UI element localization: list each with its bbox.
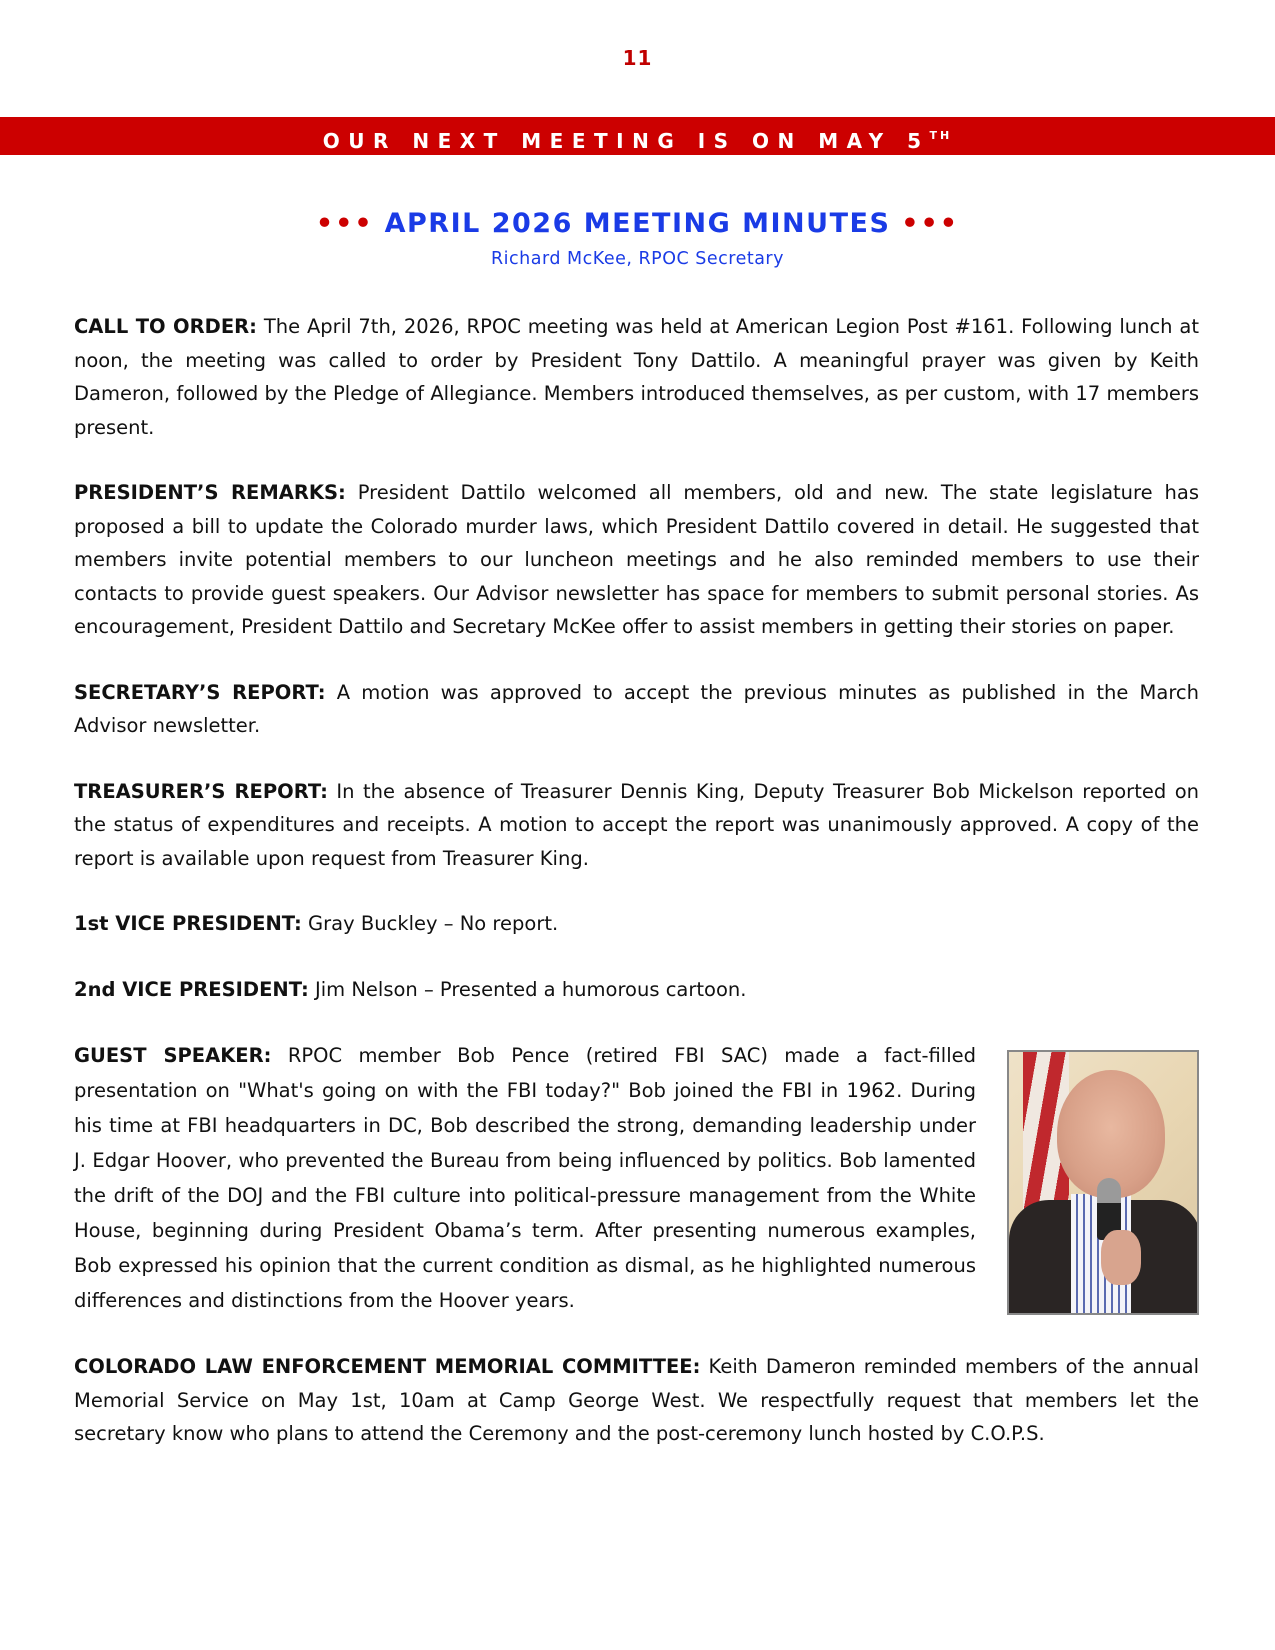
section-heading: GUEST SPEAKER: (74, 1044, 272, 1067)
section-body: Gray Buckley – No report. (308, 912, 559, 935)
section-2nd-vice-president (74, 973, 1199, 1007)
section-memorial-committee (74, 1350, 1199, 1451)
section-presidents-remarks (74, 476, 1199, 644)
section-body: RPOC member Bob Pence (retired FBI SAC) made a fact-filled presentation on "What's going on with the FBI today?" Bob joined the FBI in 1962. During his time at FBI headquarters in DC, Bob described the strong, demanding leadership under J. Edgar Hoover, who prevented the Bureau from being influenced by politics. Bob lamented the drift of the DOJ and the FBI culture into political-pressure management from the White House, beginning during President Obama’s term. After presenting numerous examples, Bob expressed his opinion that the current condition as dismal, as he highlighted numerous differences and distinctions from the Hoover years. (74, 1044, 976, 1312)
section-body: President Dattilo welcomed all members, old and new. The state legislature has proposed a bill to update the Colorado murder laws, which President Dattilo covered in detail. He suggested that members invite potential members to our luncheon meetings and he also reminded members to use their contacts to provide guest speakers. Our Advisor newsletter has space for members to submit personal stories. As encouragement, President Dattilo and Secretary McKee offer to assist members in getting their stories on paper. (74, 481, 1199, 638)
section-secretarys-report (74, 676, 1199, 743)
section-guest-speaker (74, 1038, 1199, 1318)
next-meeting-banner (0, 117, 1275, 155)
article-title (0, 208, 1275, 239)
minutes-body (74, 310, 1199, 1483)
section-treasurers-report (74, 775, 1199, 876)
banner-text: OUR NEXT MEETING IS ON MAY 5 (322, 129, 930, 153)
section-body: The April 7th, 2026, RPOC meeting was held at American Legion Post #161. Following lunch at noon, the meeting was called to order by President Tony Dattilo. A meaningful prayer was given by Keith Dameron, followed by the Pledge of Allegiance. Members introduced themselves, as per custom, with 17 members present. (74, 315, 1200, 439)
section-1st-vice-president (74, 907, 1199, 941)
section-heading: TREASURER’S REPORT: (74, 779, 328, 803)
article-byline: Richard McKee, RPOC Secretary (491, 249, 784, 269)
section-heading: 2nd VICE PRESIDENT: (74, 977, 309, 1001)
decorative-dots-left: ••• (315, 208, 374, 239)
article-title-text: APRIL 2026 MEETING MINUTES (384, 208, 891, 239)
section-call-to-order (74, 310, 1199, 444)
hand (1101, 1230, 1141, 1285)
guest-speaker-text (74, 1038, 976, 1318)
banner-suffix: TH (929, 129, 953, 142)
decorative-dots-right: ••• (901, 208, 960, 239)
section-body: A motion was approved to accept the previous minutes as published in the March Advisor newsletter. (74, 680, 1199, 737)
section-heading: CALL TO ORDER: (74, 315, 257, 338)
section-heading: 1st VICE PRESIDENT: (74, 912, 302, 935)
guest-speaker-photo (1007, 1050, 1199, 1315)
section-heading: SECRETARY’S REPORT: (74, 680, 326, 704)
section-heading: COLORADO LAW ENFORCEMENT MEMORIAL COMMITTEE: (74, 1355, 701, 1378)
section-body: In the absence of Treasurer Dennis King, Deputy Treasurer Bob Mickelson reported on the status of expenditures and receipts. A motion to accept the report was unanimously approved. A copy of the report is available upon request from Treasurer King. (74, 779, 1200, 870)
section-body: Keith Dameron reminded members of the annual Memorial Service on May 1st, 10am at Camp George West. We respectfully request that members let the secretary know who plans to attend the Ceremony and the post-ceremony lunch hosted by C.O.P.S. (74, 1355, 1199, 1445)
section-body: Jim Nelson – Presented a humorous cartoon. (314, 977, 747, 1001)
page-number: 11 (622, 46, 653, 70)
section-heading: PRESIDENT’S REMARKS: (74, 481, 346, 504)
